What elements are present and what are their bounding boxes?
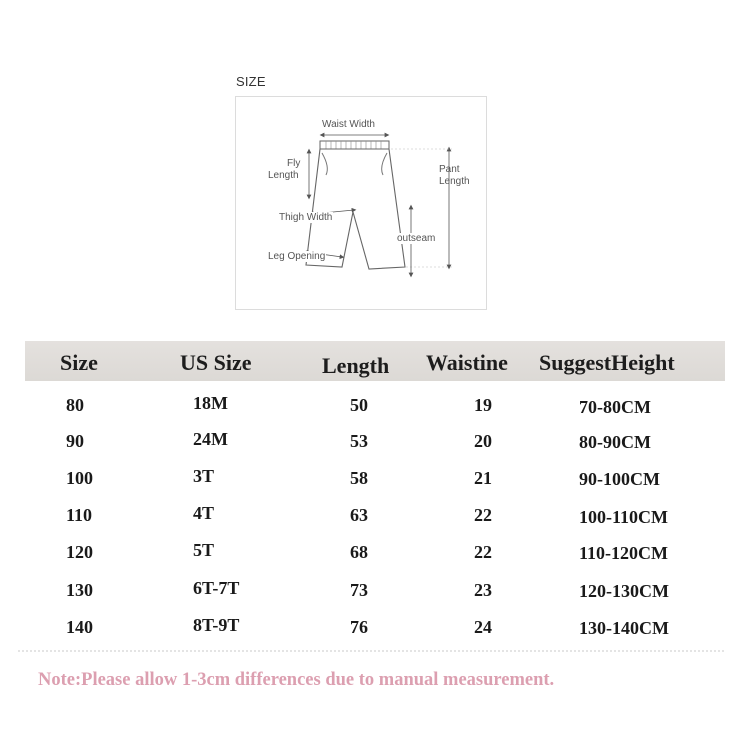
thigh-width-label: Thigh Width — [279, 212, 333, 223]
cell-us-size: 6T-7T — [193, 578, 240, 598]
cell-size: 120 — [66, 542, 93, 562]
cell-suggest-height: 100-110CM — [579, 507, 668, 527]
pant-length-label-line2: Length — [439, 176, 470, 187]
cell-waistline: 20 — [474, 431, 492, 451]
cell-length: 68 — [350, 542, 368, 562]
cell-us-size: 3T — [193, 466, 215, 486]
cell-waistline: 21 — [474, 468, 492, 488]
cell-suggest-height: 120-130CM — [579, 581, 669, 601]
waist-width-label: Waist Width — [322, 119, 375, 130]
cell-suggest-height: 70-80CM — [579, 397, 651, 417]
diagram-title: SIZE — [236, 74, 266, 89]
cell-waistline: 22 — [474, 542, 492, 562]
cell-length: 58 — [350, 468, 368, 488]
cell-size: 80 — [66, 395, 84, 415]
pant-length-label-line1: Pant — [439, 164, 460, 175]
cell-waistline: 23 — [474, 580, 492, 600]
cell-waistline: 22 — [474, 505, 492, 525]
header-suggest-height: SuggestHeight — [539, 350, 675, 375]
cell-suggest-height: 130-140CM — [579, 618, 669, 638]
cell-length: 63 — [350, 505, 368, 525]
cell-us-size: 18M — [193, 393, 228, 413]
outseam-label: outseam — [397, 233, 436, 244]
cell-length: 73 — [350, 580, 368, 600]
measurement-note: Note:Please allow 1-3cm differences due to manual measurement. — [38, 670, 555, 690]
cell-us-size: 5T — [193, 540, 215, 560]
header-us-size: US Size — [180, 350, 252, 375]
fly-length-label-line2: Length — [268, 170, 299, 181]
cell-size: 110 — [66, 505, 93, 525]
cell-size: 90 — [66, 431, 84, 451]
cell-us-size: 8T-9T — [193, 615, 240, 635]
cell-waistline: 24 — [474, 617, 492, 637]
cell-suggest-height: 110-120CM — [579, 543, 668, 563]
pants-measurement-diagram — [235, 96, 487, 310]
cell-us-size: 4T — [193, 503, 215, 523]
cell-length: 50 — [350, 395, 368, 415]
fly-length-label-line1: Fly — [287, 158, 301, 169]
cell-waistline: 19 — [474, 395, 492, 415]
cell-length: 76 — [350, 617, 368, 637]
cell-size: 140 — [66, 617, 93, 637]
leg-opening-label: Leg Opening — [268, 251, 326, 262]
header-size: Size — [60, 350, 98, 375]
cell-suggest-height: 80-90CM — [579, 432, 651, 452]
header-length: Length — [322, 353, 390, 378]
cell-length: 53 — [350, 431, 368, 451]
cell-suggest-height: 90-100CM — [579, 469, 660, 489]
cell-size: 130 — [66, 580, 93, 600]
cell-us-size: 24M — [193, 429, 228, 449]
dotted-divider — [18, 650, 724, 652]
header-waistline: Waistine — [426, 350, 508, 375]
cell-size: 100 — [66, 468, 93, 488]
